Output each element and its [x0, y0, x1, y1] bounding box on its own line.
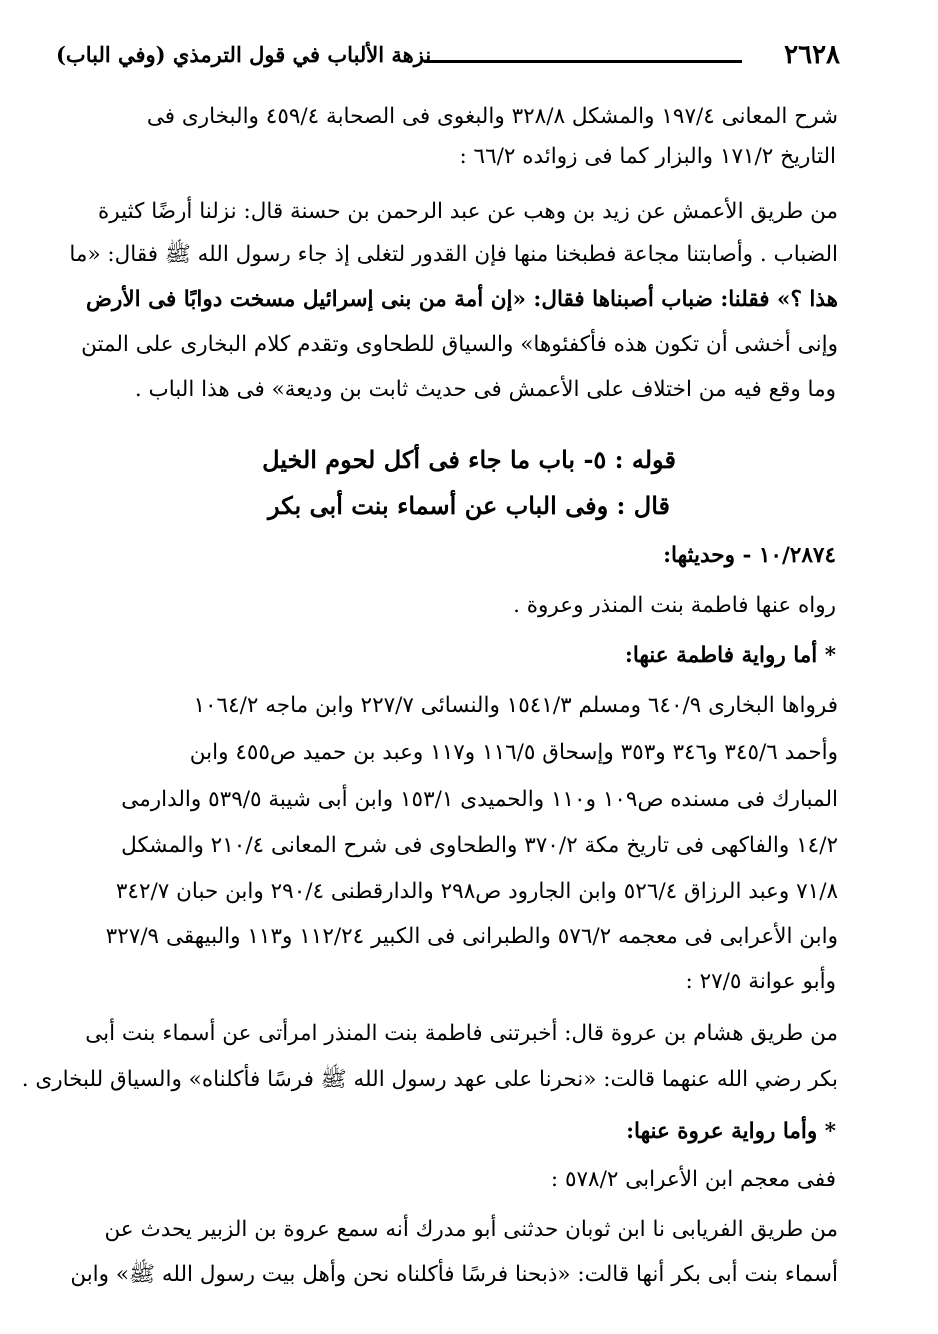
text-line: ١٤/٢ والفاكهى فى تاريخ مكة ٣٧٠/٢ والطحاوى فى شرح المعانى ٢١٠/٤ والمشكل: [121, 833, 838, 858]
text-line: وابن الأعرابى فى معجمه ٥٧٦/٢ والطبرانى فى الكبير ١١٢/٢٤ و١١٣ والبيهقى ٣٢٧/٩: [105, 924, 838, 949]
text-line: ٧١/٨ وعبد الرزاق ٥٢٦/٤ وابن الجارود ص٢٩٨ والدارقطنى ٢٩٠/٤ وابن حبان ٣٤٢/٧: [115, 879, 838, 904]
subsection-heading: * أما رواية فاطمة عنها:: [624, 643, 836, 668]
text-line: رواه عنها فاطمة بنت المنذر وعروة .: [513, 593, 836, 618]
text-line: فرواها البخارى ٦٤٠/٩ ومسلم ١٥٤١/٣ والنسائى ٢٢٧/٧ وابن ماجه ١٠٦٤/٢: [193, 693, 838, 718]
text-line: التاريخ ١٧١/٢ والبزار كما فى زوائده ٦٦/٢ :: [459, 144, 836, 169]
section-heading: قوله : ٥- باب ما جاء فى أكل لحوم الخيل: [262, 445, 676, 474]
running-title: نزهة الألباب في قول الترمذي (وفي الباب): [56, 42, 432, 67]
text-line: المبارك فى مسنده ص١٠٩ و١١٠ والحميدى ١٥٣/١ وابن أبى شيبة ٥٣٩/٥ والدارمى: [121, 787, 838, 812]
section-subheading: قال : وفى الباب عن أسماء بنت أبى بكر: [268, 491, 670, 520]
text-line: أسماء بنت أبى بكر أنها قالت: «ذبحنا فرسًا فأكلناه نحن وأهل بيت رسول الله ﷺ» وابن: [70, 1262, 838, 1287]
text-line: من طريق الأعمش عن زيد بن وهب عن عبد الرحمن بن حسنة قال: نزلنا أرضًا كثيرة: [98, 199, 838, 224]
text-line: من طريق هشام بن عروة قال: أخبرتنى فاطمة بنت المنذر امرأتى عن أسماء بنت أبى: [85, 1021, 838, 1046]
header-rule: [424, 60, 742, 63]
hadith-number: ١٠/٢٨٧٤ - وحديثها:: [663, 543, 836, 568]
text-line: شرح المعانى ١٩٧/٤ والمشكل ٣٢٨/٨ والبغوى فى الصحابة ٤٥٩/٤ والبخارى فى: [146, 104, 838, 129]
text-line: وإنى أخشى أن تكون هذه فأكفئوها» والسياق للطحاوى وتقدم كلام البخارى على المتن: [81, 332, 838, 357]
text-line: وأحمد ٣٤٥/٦ و٣٤٦ و٣٥٣ وإسحاق ١١٦/٥ و١١٧ وعبد بن حميد ص٤٥٥ وابن: [189, 740, 838, 765]
subsection-heading: * وأما رواية عروة عنها:: [626, 1119, 836, 1144]
text-line: بكر رضي الله عنهما قالت: «نحرنا على عهد رسول الله ﷺ فرسًا فأكلناه» والسياق للبخارى .: [21, 1067, 838, 1092]
text-line: وأبو عوانة ٢٧/٥ :: [685, 969, 836, 994]
page-header: [56, 40, 840, 80]
text-line: هذا ؟» فقلنا: ضباب أصبناها فقال: «إن أمة من بنى إسرائيل مسخت دوابًا فى الأرض: [86, 287, 838, 312]
text-line: من طريق الفريابى نا ابن ثوبان حدثنى أبو مدرك أنه سمع عروة بن الزبير يحدث عن: [104, 1217, 838, 1242]
text-line: وما وقع فيه من اختلاف على الأعمش فى حديث ثابت بن وديعة» فى هذا الباب .: [134, 377, 836, 402]
text-line: ففى معجم ابن الأعرابى ٥٧٨/٢ :: [550, 1167, 836, 1192]
page-number: ٢٦٢٨: [784, 40, 840, 70]
text-line: الضباب . وأصابتنا مجاعة فطبخنا منها فإن القدور لتغلى إذ جاء رسول الله ﷺ فقال: «ما: [69, 242, 838, 267]
